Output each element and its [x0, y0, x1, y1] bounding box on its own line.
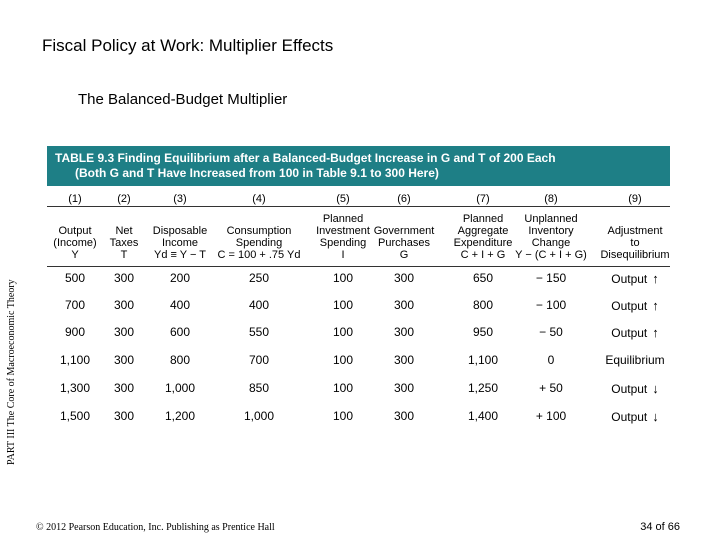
side-label: PART III The Core of Macroeconomic Theory [6, 279, 17, 465]
table-cell: 300 [393, 325, 415, 339]
table-cell: 400 [248, 298, 270, 312]
column-header-line: Adjustment [607, 225, 663, 237]
column-header-line: Planned [322, 213, 364, 225]
column-header-line: Inventory [528, 225, 574, 237]
adjustment-cell [611, 298, 659, 313]
arrow-down-icon: ↓ [652, 381, 659, 396]
column-header-line: Net [115, 225, 133, 237]
column-header-line: Planned [462, 213, 504, 225]
column-header [110, 225, 139, 261]
column-header-line: Consumption [226, 225, 292, 237]
table-cell: − 50 [539, 325, 563, 339]
table-cell: 100 [332, 381, 354, 395]
header-divider [47, 206, 670, 207]
adjustment-label: Equilibrium [605, 353, 665, 367]
adjustment-cell [611, 409, 659, 424]
table-caption [47, 146, 670, 186]
table-cell: 300 [393, 353, 415, 367]
slide-title: Fiscal Policy at Work: Multiplier Effects [42, 36, 334, 55]
adjustment-cell [611, 381, 659, 396]
column-header-line: C = 100 + .75 Yd [217, 249, 301, 261]
adjustment-cell [611, 325, 659, 340]
column-header [53, 225, 96, 261]
adjustment-label: Output [611, 410, 648, 424]
table-cell: 700 [248, 353, 270, 367]
column-header-line: G [399, 249, 409, 261]
column-header-line: Output [58, 225, 92, 237]
footer-copyright: © 2012 Pearson Education, Inc. Publishing as Prentice Hall [36, 522, 275, 533]
column-header [600, 225, 669, 261]
adjustment-label: Output [611, 326, 648, 340]
adjustment-cell [605, 353, 664, 367]
adjustment-label: Output [611, 272, 648, 286]
arrow-up-icon: ↑ [652, 271, 659, 286]
column-header-line: Government [373, 225, 435, 237]
table-cell: + 100 [535, 409, 567, 423]
table-cell: 300 [113, 298, 135, 312]
column-number: (7) [476, 193, 490, 205]
column-header-line: I [341, 249, 345, 261]
column-header [153, 225, 207, 261]
arrow-up-icon: ↑ [652, 298, 659, 313]
column-header-line: Spending [319, 237, 367, 249]
table-cell: 1,100 [467, 353, 499, 367]
table-cell: 1,250 [467, 381, 499, 395]
table-cell: − 100 [535, 298, 567, 312]
table-cell: 200 [169, 271, 191, 285]
column-header [218, 225, 301, 261]
table-cell: 850 [248, 381, 270, 395]
column-number: (5) [336, 193, 350, 205]
table-cell: 100 [332, 353, 354, 367]
table-cell: − 150 [535, 271, 567, 285]
table-cell: 300 [113, 353, 135, 367]
column-header-line: Income [161, 237, 199, 249]
slide-subtitle: The Balanced-Budget Multiplier [78, 91, 288, 108]
column-number: (6) [397, 193, 411, 205]
table-cell: 1,300 [59, 381, 91, 395]
table-cell: 900 [64, 325, 86, 339]
column-header-line: Investment [316, 225, 370, 237]
table-cell: 300 [113, 325, 135, 339]
table-cell: 300 [113, 409, 135, 423]
table-cell: 1,000 [243, 409, 275, 423]
table-cell: 600 [169, 325, 191, 339]
column-header-line: Y − (C + I + G) [515, 249, 587, 261]
table-cell: 650 [472, 271, 494, 285]
column-number: (1) [68, 193, 82, 205]
column-number: (2) [117, 193, 131, 205]
arrow-up-icon: ↑ [652, 325, 659, 340]
table-caption-line-1: TABLE 9.3 Finding Equilibrium after a Balanced-Budget Increase in G and T of 200 Each [55, 151, 556, 165]
table-cell: 0 [547, 353, 555, 367]
column-header-line: (Income) [53, 237, 97, 249]
table-cell: 300 [393, 381, 415, 395]
column-header-line: Unplanned [524, 213, 578, 225]
column-number: (8) [544, 193, 558, 205]
table-cell: 1,100 [59, 353, 91, 367]
column-header [316, 213, 370, 261]
table-cell: 550 [248, 325, 270, 339]
column-number: (3) [173, 193, 187, 205]
column-header [515, 213, 587, 261]
table-cell: 1,400 [467, 409, 499, 423]
column-header-line: Expenditure [453, 237, 513, 249]
adjustment-label: Output [611, 299, 648, 313]
column-header-line: Disequilibrium [600, 249, 670, 261]
table-cell: 100 [332, 325, 354, 339]
adjustment-label: Output [611, 382, 648, 396]
page-number: 34 of 66 [640, 521, 680, 533]
column-header-line: C + I + G [460, 249, 506, 261]
column-header-line: T [120, 249, 128, 261]
table-cell: 100 [332, 409, 354, 423]
table-cell: 300 [113, 271, 135, 285]
table-cell: + 50 [539, 381, 563, 395]
column-header-line: Yd ≡ Y − T [154, 249, 206, 261]
table-cell: 300 [393, 298, 415, 312]
table-cell: 400 [169, 298, 191, 312]
column-header-line: Disposable [152, 225, 208, 237]
column-header-line: Aggregate [457, 225, 509, 237]
column-number: (4) [252, 193, 266, 205]
table-cell: 250 [248, 271, 270, 285]
table-cell: 300 [393, 409, 415, 423]
column-number: (9) [628, 193, 642, 205]
table-cell: 950 [472, 325, 494, 339]
arrow-down-icon: ↓ [652, 409, 659, 424]
table-cell: 800 [169, 353, 191, 367]
column-header-line: to [630, 237, 640, 249]
column-header-line: Taxes [109, 237, 139, 249]
column-head-divider [47, 266, 670, 267]
table-cell: 300 [113, 381, 135, 395]
table-cell: 100 [332, 298, 354, 312]
table-cell: 500 [64, 271, 86, 285]
table-cell: 1,200 [164, 409, 196, 423]
column-header-line: Spending [235, 237, 283, 249]
table-cell: 1,500 [59, 409, 91, 423]
column-header-line: Change [531, 237, 571, 249]
column-header-line: Purchases [378, 237, 430, 249]
column-header [454, 213, 513, 261]
column-header [374, 225, 435, 261]
table-cell: 700 [64, 298, 86, 312]
table-cell: 300 [393, 271, 415, 285]
table-caption-line-2: (Both G and T Have Increased from 100 in Table 9.1 to 300 Here) [75, 166, 439, 180]
adjustment-cell [611, 271, 659, 286]
table-cell: 800 [472, 298, 494, 312]
table-cell: 100 [332, 271, 354, 285]
table-cell: 1,000 [164, 381, 196, 395]
column-header-line: Y [71, 249, 79, 261]
